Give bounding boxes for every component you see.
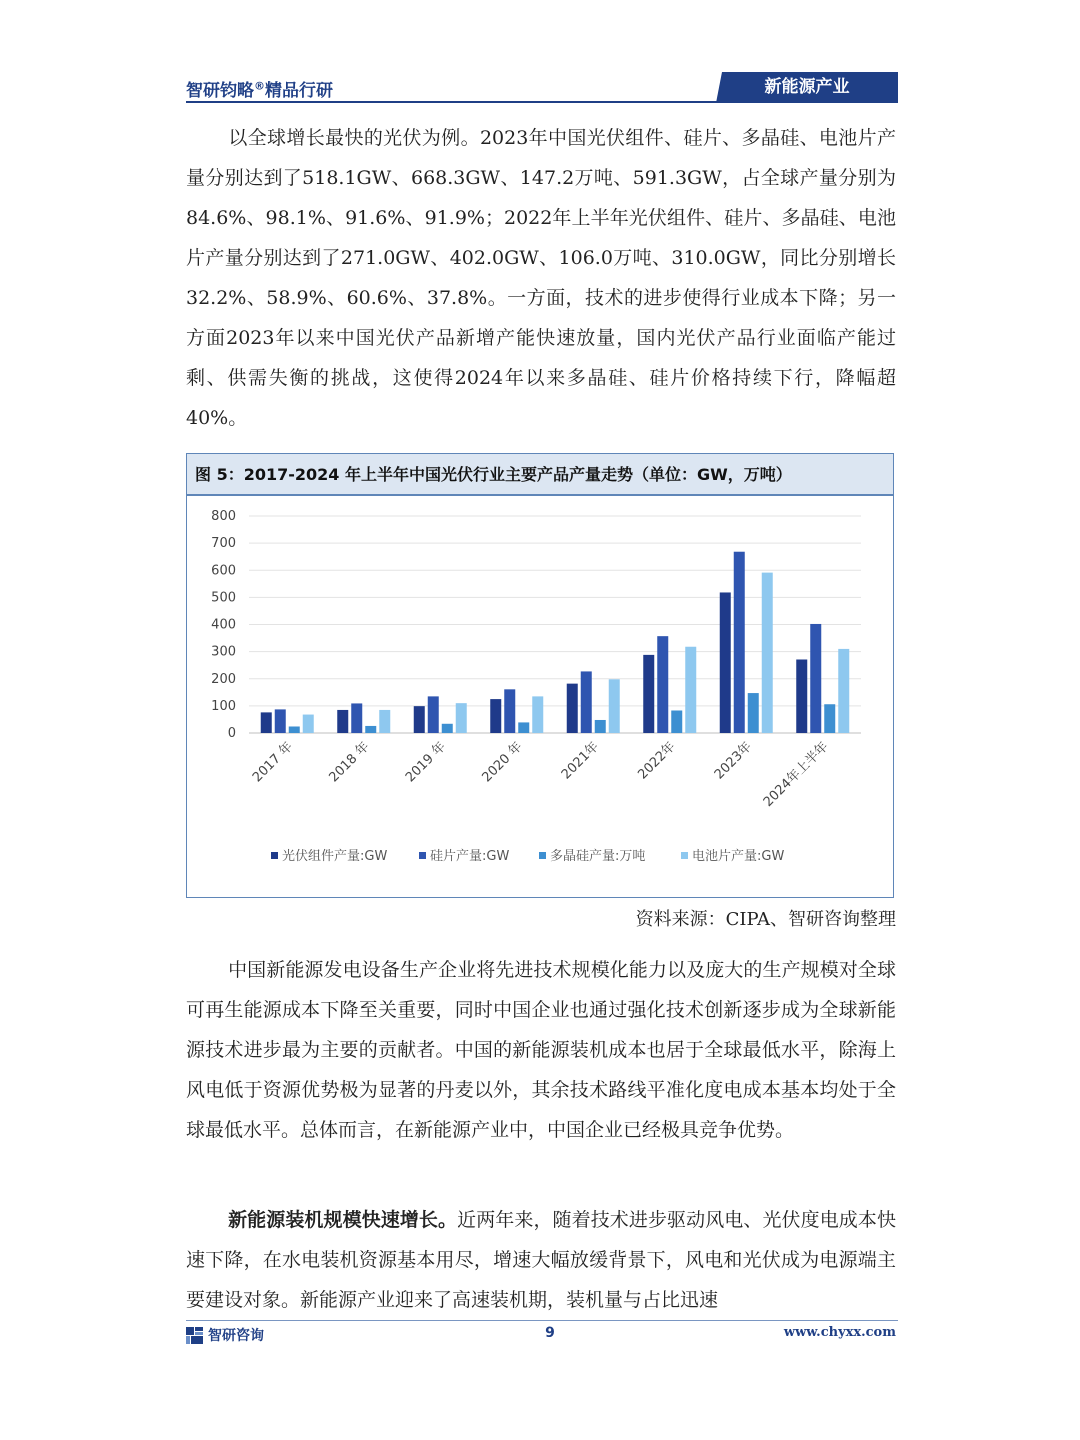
x-tick-label: 2023年: [711, 739, 756, 783]
bar: [838, 649, 849, 733]
header-divider: [186, 101, 898, 103]
figure-5: [186, 453, 894, 898]
bar: [657, 636, 668, 733]
bar: [734, 552, 745, 733]
paragraph-1: [186, 118, 896, 438]
paragraph-2: [186, 950, 896, 1150]
bar: [428, 696, 439, 733]
bar: [414, 706, 425, 733]
legend-swatch: [539, 852, 546, 859]
bar: [337, 710, 348, 733]
header-brand-name: 智研钧略: [186, 81, 254, 101]
header-brand: [186, 76, 333, 101]
y-tick-label: 600: [211, 563, 236, 579]
bar: [518, 722, 529, 733]
footer-logo: [186, 1325, 264, 1345]
bar: [365, 726, 376, 733]
registered-mark: ®: [254, 79, 265, 93]
x-tick-label: 2018 年: [326, 739, 373, 786]
bar: [261, 712, 272, 733]
y-tick-label: 800: [211, 509, 236, 524]
paragraph-2-text: 中国新能源发电设备生产企业将先进技术规模化能力以及庞大的生产规模对全球可再生能源成本下降至关重要，同时中国企业也通过强化技术创新逐步成为全球新能源技术进步最为主要的贡献者。中国的新能源装机成本也居于全球最低水平，除海上风电低于资源优势极为显著的丹麦以外，其余技术路线平准化度电成本基本均处于全球最低水平。总体而言，在新能源产业中，中国企业已经极具竞争优势。: [186, 959, 896, 1141]
legend-label: 硅片产量:GW: [430, 849, 510, 864]
bar: [796, 659, 807, 733]
bar: [748, 693, 759, 733]
legend-swatch: [681, 852, 688, 859]
bar: [824, 704, 835, 733]
bar: [609, 679, 620, 733]
bar: [532, 696, 543, 733]
x-tick-label: 2022年: [635, 739, 679, 783]
paragraph-1-text: 以全球增长最快的光伏为例。2023年中国光伏组件、硅片、多晶硅、电池片产量分别达到了518.1GW、668.3GW、147.2万吨、591.3GW，占全球产量分别为84.6%、98.1%、91.6%、91.9%；2022年上半年光伏组件、硅片、多晶硅、电池片产量分别达到了271.0GW、402.0GW、106.0万吨、310.0GW，同比分别增长32.2%、58.9%、60.6%、37.8%。一方面，技术的进步使得行业成本下降；另一方面2023年以来中国光伏产品新增产能快速放量，国内光伏产品行业面临产能过剩、供需失衡的挑战，这使得2024年以来多晶硅、硅片价格持续下行，降幅超40%。: [186, 127, 896, 429]
bar: [442, 724, 453, 733]
paragraph-3-text: 近两年来，随着技术进步驱动风电、光伏度电成本快速下降，在水电装机资源基本用尽，增速大幅放缓背景下，风电和光伏成为电源端主要建设对象。新能源产业迎来了高速装机期，装机量与占比迅速: [186, 1209, 896, 1311]
bar: [456, 703, 467, 733]
bar: [720, 592, 731, 733]
legend-swatch: [419, 852, 426, 859]
bar: [762, 573, 773, 733]
paragraph-3: [186, 1200, 896, 1320]
bar: [351, 703, 362, 733]
bar: [643, 655, 654, 733]
y-tick-label: 300: [211, 644, 236, 660]
logo-icon: [186, 1327, 203, 1344]
y-tick-label: 500: [211, 590, 236, 606]
bar: [289, 726, 300, 733]
bar-chart: [187, 498, 893, 897]
bar: [685, 647, 696, 733]
y-tick-label: 200: [211, 671, 236, 687]
figure-title: 图 5：2017-2024 年上半年中国光伏行业主要产品产量走势（单位：GW，万吨）: [187, 454, 893, 496]
page-number: 9: [545, 1325, 555, 1341]
legend-label: 电池片产量:GW: [692, 849, 785, 864]
x-tick-label: 2017 年: [249, 739, 297, 786]
bar: [379, 710, 390, 733]
bar: [810, 624, 821, 733]
header-section-label: 新能源产业: [764, 77, 850, 97]
figure-source: 资料来源：CIPA、智研咨询整理: [635, 909, 896, 930]
footer-logo-text: 智研咨询: [208, 1328, 264, 1344]
bar: [504, 689, 515, 733]
bar: [581, 671, 592, 733]
bar: [490, 699, 501, 733]
y-tick-label: 100: [211, 698, 236, 714]
footer-divider: [186, 1320, 898, 1321]
y-tick-label: 700: [211, 536, 236, 552]
bar: [303, 715, 314, 733]
y-tick-label: 400: [211, 617, 236, 633]
x-tick-label: 2024年上半年: [760, 739, 832, 810]
legend-label: 多晶硅产量:万吨: [550, 849, 646, 864]
x-tick-label: 2020 年: [479, 739, 526, 786]
bar: [567, 684, 578, 733]
bar: [275, 709, 286, 733]
bar: [595, 720, 606, 733]
paragraph-3-lead: 新能源装机规模快速增长。: [228, 1209, 458, 1231]
footer-url: www.chyxx.com: [783, 1325, 896, 1340]
x-tick-label: 2021年: [558, 739, 603, 783]
header-brand-suffix: 精品行研: [265, 81, 333, 101]
bar: [671, 710, 682, 733]
legend-swatch: [271, 852, 278, 859]
y-tick-label: 0: [227, 726, 236, 741]
x-tick-label: 2019 年: [402, 739, 450, 786]
legend-label: 光伏组件产量:GW: [282, 849, 388, 864]
